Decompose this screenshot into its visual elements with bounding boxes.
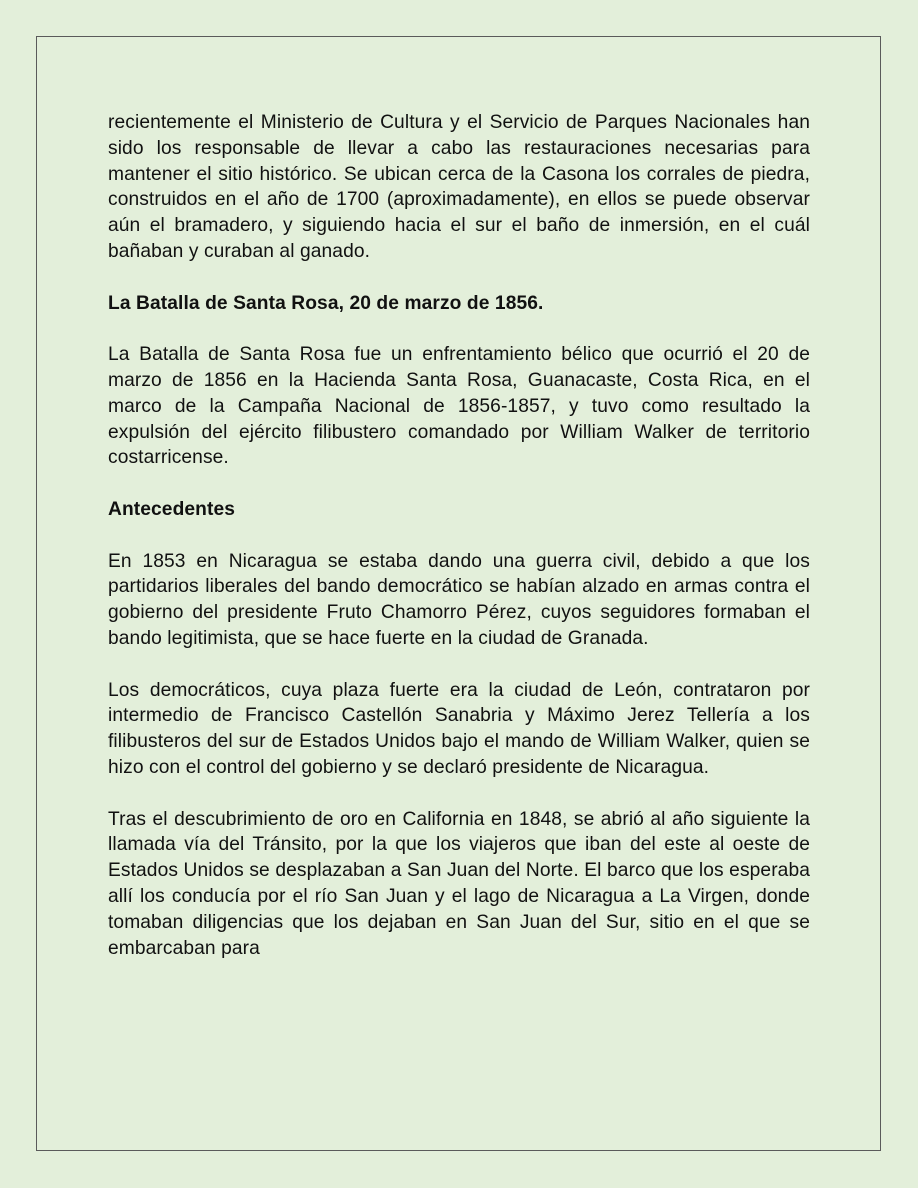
body-paragraph: Tras el descubrimiento de oro en California en 1848, se abrió al año siguiente la llamada vía del Tránsito, por la que los viajeros que iban del este al oeste de Estados Unidos se desplazaban a San Juan del Norte. El barco que los esperaba allí los conducía por el río San Juan y el lago de Nicaragua a La Virgen, donde tomaban diligencias que los dejaban en San Juan del Sur, sitio en el que se embarcaban para: [108, 808, 810, 959]
body-paragraph: Los democráticos, cuya plaza fuerte era la ciudad de León, contrataron por intermedio de Francisco Castellón Sanabria y Máximo Jerez Tellería a los filibusteros del sur de Estados Unidos bajo el mando de William Walker, quien se hizo con el control del gobierno y se declaró presidente de Nicaragua.: [108, 679, 810, 778]
section-heading: Antecedentes: [108, 498, 236, 520]
body-paragraph: La Batalla de Santa Rosa fue un enfrentamiento bélico que ocurrió el 20 de marzo de 1856 en la Hacienda Santa Rosa, Guanacaste, Costa Rica, en el marco de la Campaña Nacional de 1856-1857, y tuvo como resultado la expulsión del ejército filibustero comandado por William Walker de territorio costarricense.: [108, 344, 810, 469]
body-paragraph: recientemente el Ministerio de Cultura y el Servicio de Parques Nacionales han sido los responsable de llevar a cabo las restauraciones necesarias para mantener el sitio histórico. Se ubican cerca de la Casona los corrales de piedra, construidos en el año de 1700 (aproximadamente), en ellos se puede observar aún el bramadero, y siguiendo hacia el sur el baño de inmersión, en el cuál bañaban y curaban al ganado.: [108, 112, 810, 262]
section-heading: La Batalla de Santa Rosa, 20 de marzo de 1856.: [108, 292, 544, 314]
body-paragraph: En 1853 en Nicaragua se estaba dando una guerra civil, debido a que los partidarios liberales del bando democrático se habían alzado en armas contra el gobierno del presidente Fruto Chamorro Pérez, cuyos seguidores formaban el bando legitimista, que se hace fuerte en la ciudad de Granada.: [108, 550, 810, 649]
document-body: [108, 110, 810, 961]
